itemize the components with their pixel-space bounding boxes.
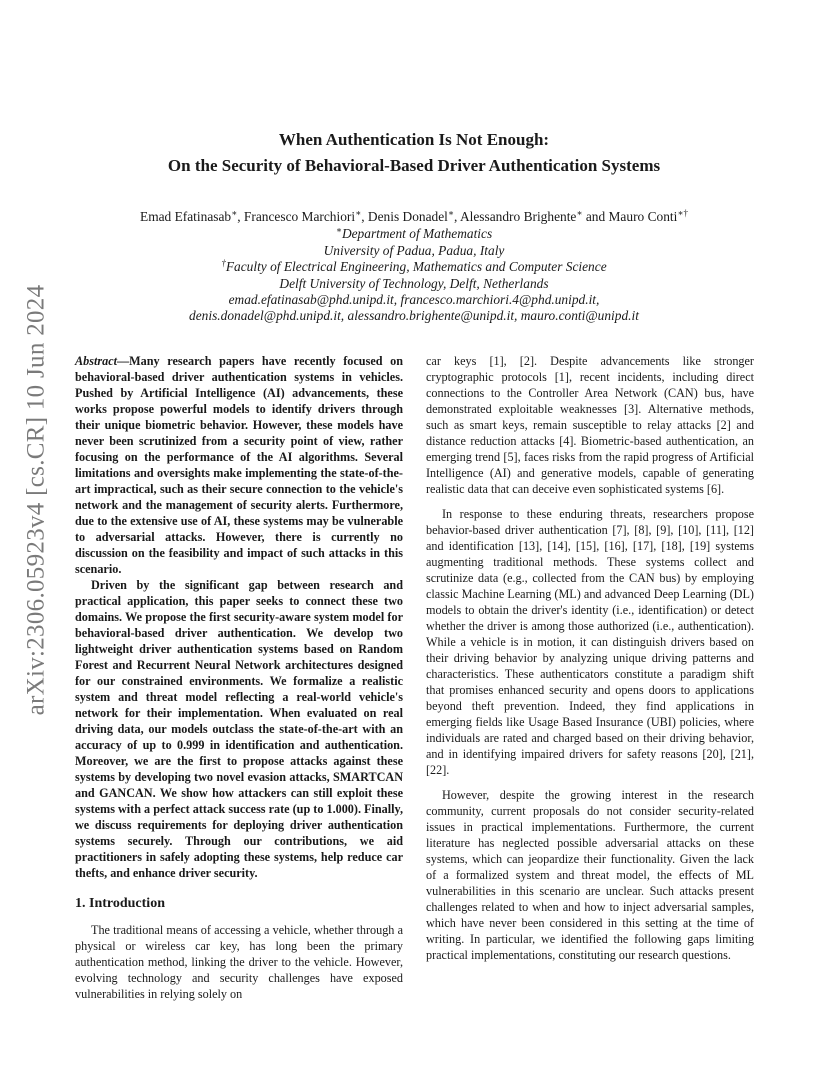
arxiv-sidebar [20, 284, 52, 716]
title-line-2: On the Security of Behavioral-Based Driver Authentication Systems [167, 156, 661, 175]
author-block [60, 209, 768, 325]
abstract-paragraph-1 [75, 353, 403, 577]
abstract-p1-text: —Many research papers have recently focused on behavioral-based driver authentication systems in vehicles. Pushed by Artificial Intelligence (AI) advancements, these works propose powerful models to identify drivers through their unique biometric behavior. However, these models have never been scrutinized from a security point of view, rather focusing on the performance of the AI algorithms. Several limitations and oversights make implementing the state-of-the-art impractical, such as their secure connection to the vehicle's network and the management of security alerts. Furthermore, due to the extensive use of AI, these systems may be vulnerable to adversarial attacks. However, there is currently no discussion on the feasibility and impact of such attacks in this scenario. [75, 354, 403, 576]
emails-line-1: emad.efatinasab@phd.unipd.it, francesco.marchiori.4@phd.unipd.it, [228, 292, 600, 308]
right-paragraph-3: However, despite the growing interest in the research community, current proposals do not consider security-related issues in practical implementations. Furthermore, the current literature has neglected possible adversarial attacks on these systems, which can jeopardize their functionality. Given the lack of a formalized system and threat model, the effects of ML vulnerabilities in this scenario are unclear. Such attacks present challenges related to when and how to inject adversarial samples, which have never been considered in this setting at the time of writing. In particular, we identified the following gaps limiting practical implementations, constituting our research questions. [426, 788, 754, 962]
author-names [60, 209, 768, 225]
arxiv-identifier: arXiv:2306.05923v4 [cs.CR] 10 Jun 2024 [22, 284, 50, 716]
author-names-text: Emad Efatinasab∗, Francesco Marchiori∗, Denis Donadel∗, Alessandro Brighente∗ and Mauro Conti∗† [140, 208, 688, 224]
affiliation-2-univ: Delft University of Technology, Delft, Netherlands [279, 275, 549, 291]
affiliation-1-dept: ∗Department of Mathematics [335, 225, 493, 242]
intro-paragraph-1: The traditional means of accessing a vehicle, whether through a physical or wireless car key, has long been the primary authentication method, linking the driver to the vehicle. However, evolving technology and security challenges have exposed vulnerabilities in relying solely on [75, 923, 403, 1001]
abstract-paragraph-2: Driven by the significant gap between research and practical application, this paper seeks to connect these two domains. We propose the first security-aware system model for behavioral-based driver authentication. We develop two lightweight driver authentication systems based on Random Forest and Recurrent Neural Network architectures designed for our constrained environments. We formalize a realistic system and threat model reflecting a real-world vehicle's network for their implementation. When evaluated on real driving data, our models outclass the state-of-the-art with an accuracy of up to 0.999 in identification and authentication. Moreover, we are the first to propose attacks against these systems by developing two novel evasion attacks, SMARTCAN and GANCAN. We show how attackers can still exploit these systems with a perfect attack success rate (up to 1.000). Finally, we discuss requirements for deploying driver authentication systems securely. Through our contributions, we aid practitioners in safely adopting these systems, help reduce car thefts, and enhance driver security. [75, 578, 403, 880]
affiliation-1-dept-text: Department of Mathematics [341, 226, 493, 242]
emails-line-2: denis.donadel@phd.unipd.it, alessandro.brighente@unipd.it, mauro.conti@unipd.it [189, 308, 639, 324]
section-heading-introduction: 1. Introduction [75, 896, 165, 911]
title-line-1: When Authentication Is Not Enough: [278, 130, 550, 149]
affiliation-1-univ: University of Padua, Padua, Italy [323, 242, 505, 258]
affiliation-2-dept-text: Faculty of Electrical Engineering, Mathematics and Computer Science [225, 259, 607, 275]
abstract-label: Abstract [75, 354, 117, 368]
right-paragraph-1: car keys [1], [2]. Despite advancements like stronger cryptographic protocols [1], recent incidents, including direct connections to the Controller Area Network (CAN) bus, have demonstrated exploitable weaknesses [3]. Alternative methods, such as smart keys, remain susceptible to relay attacks [2] and distance reduction attacks [4]. Biometric-based authentication, an emerging trend [5], faces risks from the rapid progress of Artificial Intelligence (AI) and generative models, capable of generating realistic data that can deceive even sophisticated systems [6]. [426, 354, 754, 496]
right-column [426, 353, 754, 972]
left-column [75, 353, 403, 1002]
paper-title [60, 127, 768, 179]
affiliation-2-dept: †Faculty of Electrical Engineering, Mathematics and Computer Science [221, 258, 607, 275]
abstract [75, 353, 403, 881]
right-paragraph-2: In response to these enduring threats, researchers propose behavior-based driver authentication [7], [8], [9], [10], [11], [12] and identification [13], [14], [15], [16], [17], [18], [19] systems augmenting traditional methods. These systems collect and scrutinize data (e.g., collected from the CAN bus) by employing classic Machine Learning (ML) and advanced Deep Learning (DL) models to obtain the driver's identity (i.e., identification) or detect whether the driver is among those authorized (i.e., authentication). While a vehicle is in motion, it can distinguish drivers based on their driving behavior by analyzing unique driving patterns and characteristics. These authenticators constitute a paradigm shift that promises enhanced security and opens doors to applications beyond theft prevention. Indeed, they find applications in emerging fields like Usage Based Insurance (UBI) policies, where individuals are rated and charged based on their driving behavior, and in identifying impaired drivers for safety reasons [20], [21], [22]. [426, 507, 754, 777]
